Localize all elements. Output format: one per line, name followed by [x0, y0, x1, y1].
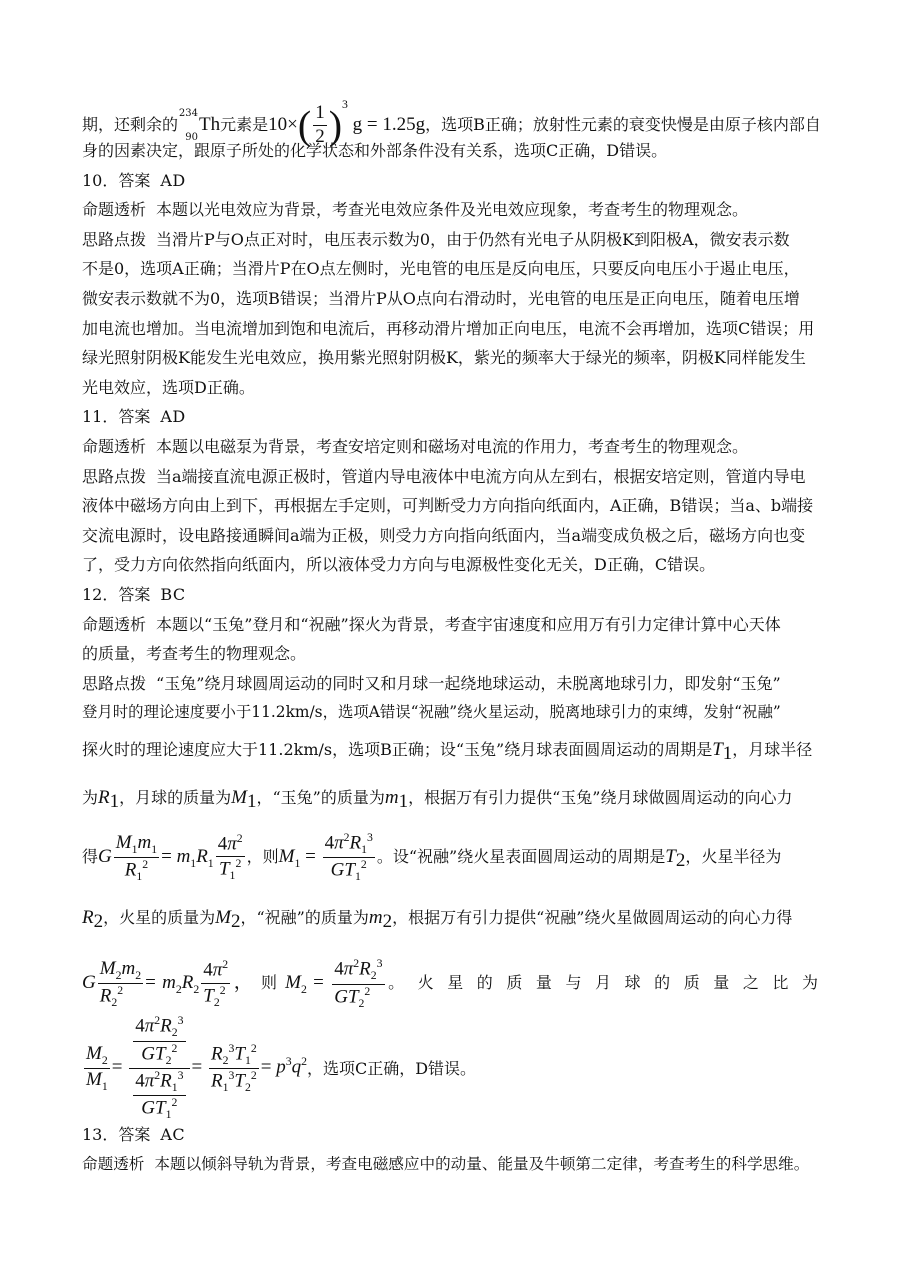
q12-answer-line: 12．答案 BC	[82, 584, 186, 604]
q12-hint-line-1: 思路点拨 “玉兔”绕月球圆周运动的同时又和月球一起绕地球运动，未脱离地球引力，即发射“玉兔”	[82, 673, 781, 693]
q10-hint-line-6: 光电效应，选项D正确。	[82, 377, 255, 397]
q12-hint-line-4: 为$R_1$，月球的质量为$M_1$，“玉兔”的质量为$m_1$，根据万有引力提供“玉兔”绕月球做圆周运动的向心力	[82, 787, 793, 813]
thorium-nuclide: 234 90	[178, 107, 199, 143]
q12-formula-line-1: 得G $\frac{M_1m_1}{R_1^2}$ = $m_1R_1$ $\frac{4\pi^2}{T_1^2}$ ，则$M_1$ = $\frac{4\pi^2R_1^3}{GT_1^2}$ 。设“祝融”绕火星表面圆周运动的周期是$T_2$，火星半径为	[82, 831, 782, 884]
para-continuation-line-2: 身的因素决定，跟原子所处的化学状态和外部条件没有关系，选项C正确，D错误。	[82, 141, 668, 160]
q10-hint-line-2: 不是0，选项A正确；当滑片P在O点左侧时，光电管的电压是反向电压，只要反向电压小于遏止电压，	[82, 259, 800, 279]
para-continuation-line-1: 期，还剩余的 234 90 Th元素是10×( $\frac{1}{2}$ )$^3$ g = 1.25g，选项B正确；放射性元素的衰变快慢是由原子核内部自	[82, 98, 821, 148]
q12-hint-line-2: 登月时的理论速度要小于11.2km/s，选项A错误“祝融”绕火星运动，脱离地球引力的束缚，发射“祝融”	[82, 703, 781, 722]
q10-hint-line-3: 微安表示数就不为0，选项B错误；当滑片P从O点向右滑动时，光电管的电压是正向电压，随着电压增	[82, 288, 800, 308]
q10-hint-line-5: 绿光照射阴极K能发生光电效应，换用紫光照射阴极K，紫光的频率大于绿光的频率，阴极K同样能发生	[82, 348, 806, 368]
q12-formula-line-3: $\frac{M_2}{M_1}$ = $\frac{\frac{4\pi^2R_2^3}{GT_2^2}}{\frac{4\pi^2R_1^3}{GT_1^2}}$ = $\frac{R_2^3T_1^2}{R_1^3T_2^2}$ = $p^3q^2$ ，选项C正确，D错误。	[82, 1016, 830, 1120]
q11-hint-line-1: 思路点拨 当a端接直流电源正极时，管道内导电液体中电流方向从左到右，根据安培定则，管道内导电	[82, 466, 806, 486]
moon-mass-equation: $M_1$ = $\frac{4\pi^2R_1^3}{GT_1^2}$	[278, 831, 373, 884]
q10-insight: 命题透析 本题以光电效应为背景，考查光电效应条件及光电效应现象，考查考生的物理观念。	[82, 200, 749, 220]
q12-insight-line-1: 命题透析 本题以“玉兔”登月和“祝融”探火为背景，考查宇宙速度和应用万有引力定律计算中心天体	[82, 614, 781, 634]
q11-hint-line-2: 液体中磁场方向由上到下，再根据左手定则，可判断受力方向指向纸面内，A正确，B错误；当a、b端接	[82, 496, 814, 516]
q11-insight: 命题透析 本题以电磁泵为背景，考查安培定则和磁场对电流的作用力，考查考生的物理观念。	[82, 436, 749, 456]
moon-gravity-equation: G $\frac{M_1m_1}{R_1^2}$ = $m_1R_1$ $\frac{4\pi^2}{T_1^2}$	[98, 831, 243, 883]
mass-ratio-equation: $\frac{M_2}{M_1}$ = $\frac{\frac{4\pi^2R_2^3}{GT_2^2}}{\frac{4\pi^2R_1^3}{GT_1^2}}$ = $\frac{R_2^3T_1^2}{R_1^3T_2^2}$ = $p^3q^2$	[86, 1014, 307, 1122]
q12-formula-line-2: G $\frac{M_2m_2}{R_2^2}$ = $m_2R_2$ $\frac{4\pi^2}{T_2^2}$ ， 则 $M_2$ = $\frac{4\pi^2R_2^3}{GT_2^2}$ 。火星的质量与月球的质量之比为	[82, 957, 830, 1010]
q12-insight-line-2: 的质量，考查考生的物理观念。	[82, 644, 307, 664]
q10-hint-line-1: 思路点拨 当滑片P与O点正对时，电压表示数为0，由于仍然有光电子从阴极K到阳极A，微安表示数	[82, 229, 790, 249]
q10-answer-line: 10．答案 AD	[82, 170, 186, 190]
mars-mass-equation: $M_2$ = $\frac{4\pi^2R_2^3}{GT_2^2}$	[285, 957, 383, 1010]
q12-hint-line-6: $R_2$，火星的质量为$M_2$，“祝融”的质量为$m_2$，根据万有引力提供“祝融”绕火星做圆周运动的向心力得	[82, 907, 793, 933]
q11-answer-line: 11．答案 AD	[82, 407, 186, 427]
q13-insight: 命题透析 本题以倾斜导轨为背景，考查电磁感应中的动量、能量及牛顿第二定律，考查考生的科学思维。	[82, 1155, 810, 1174]
solution-page	[82, 80, 830, 1180]
q12-hint-line-3: 探火时的理论速度应大于11.2km/s，选项B正确；设“玉兔”绕月球表面圆周运动的周期是$T_1$，月球半径	[82, 738, 813, 765]
q11-hint-line-3: 交流电源时，设电路接通瞬间a端为正极，则受力方向指向纸面内，当a端变成负极之后，磁场方向也变	[82, 525, 806, 545]
decay-calculation: 10×( $\frac{1}{2}$ )$^3$ g = 1.25g	[268, 98, 426, 148]
q10-hint-line-4: 加电流也增加。当电流增加到饱和电流后，再移动滑片增加正向电压，电流不会再增加，选项C错误；用	[82, 318, 815, 338]
q11-hint-line-4: 了，受力方向依然指向纸面内，所以液体受力方向与电源极性变化无关，D正确，C错误。	[82, 555, 716, 575]
mars-gravity-equation: G $\frac{M_2m_2}{R_2^2}$ = $m_2R_2$ $\frac{4\pi^2}{T_2^2}$ ，	[82, 957, 255, 1010]
q13-answer-line: 13．答案 AC	[82, 1125, 186, 1145]
